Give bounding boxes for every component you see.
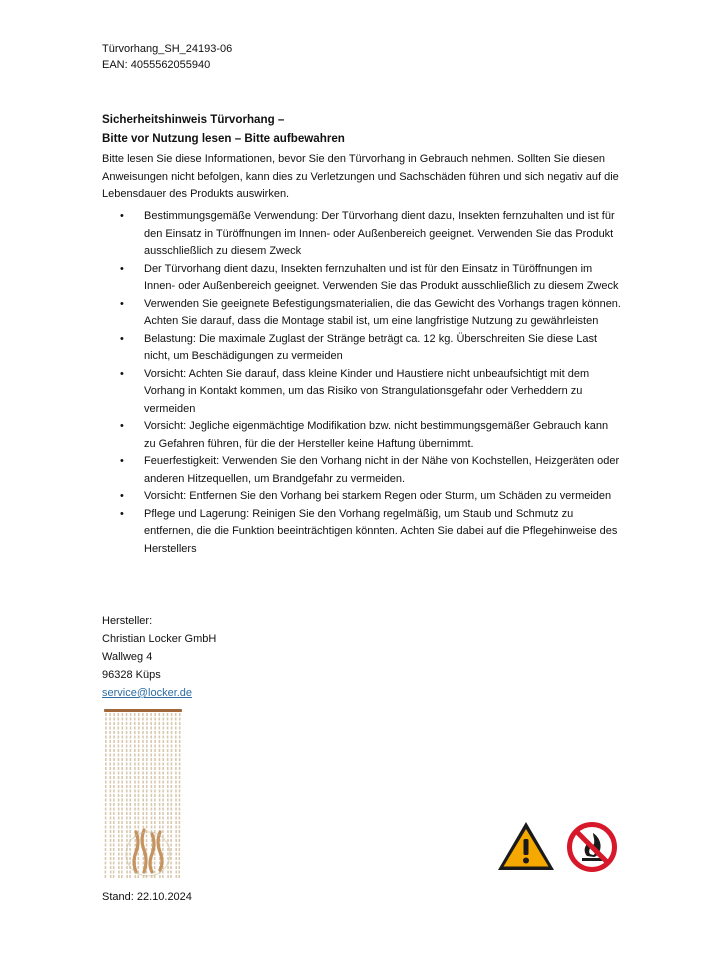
list-item-text: Der Türvorhang dient dazu, Insekten fernzuhalten und ist für den Einsatz in Türöffnungen im Innen- oder Außenbereich geeignet. Verwenden Sie das Produkt ausschließlich zu diesem Zweck (144, 262, 619, 292)
title-line-2: Bitte vor Nutzung lesen – Bitte aufbewahren (102, 132, 345, 145)
list-item (102, 453, 622, 488)
date-stamp: Stand: 22.10.2024 (102, 891, 192, 903)
bullet-icon: • (120, 332, 124, 345)
list-item (102, 488, 622, 506)
list-item-text: Pflege und Lagerung: Reinigen Sie den Vorhang regelmäßig, um Staub und Schmutz zu entfernen, die die Funktion beeinträchtigen könnten. Achten Sie dabei auf die Pflegehinweise des Herstellers (144, 507, 618, 555)
no-open-flame-icon (565, 820, 619, 874)
article-number: Türvorhang_SH_24193-06 (102, 43, 233, 55)
manufacturer-block (102, 612, 216, 702)
list-item-text: Bestimmungsgemäße Verwendung: Der Türvorhang dient dazu, Insekten fernzuhalten und ist für den Einsatz in Türöffnungen im Innen- oder Außenbereich geeignet. Verwenden Sie das Produkt ausschließlich zu diesem Zweck (144, 210, 615, 257)
list-item-text: Verwenden Sie geeignete Befestigungsmaterialien, die das Gewicht des Vorhangs tragen können. Achten Sie darauf, dass die Montage stabil ist, um eine langfristige Nutzung zu gewährleisten (144, 297, 621, 327)
bullet-icon: • (120, 367, 124, 380)
list-item (102, 418, 622, 453)
list-item-text: Vorsicht: Achten Sie darauf, dass kleine Kinder und Haustiere nicht unbeaufsichtigt mit dem Vorhang in Kontakt kommen, um das Risiko von Strangulationsgefahr oder Verheddern zu vermeiden (144, 367, 590, 415)
document-title (102, 110, 345, 148)
curtain-product-image (102, 708, 184, 880)
list-item (102, 506, 622, 559)
bullet-icon: • (120, 490, 124, 502)
list-item (102, 261, 622, 296)
list-item (102, 331, 622, 366)
bullet-icon: • (120, 507, 124, 520)
intro-paragraph: Bitte lesen Sie diese Informationen, bevor Sie den Türvorhang in Gebrauch nehmen. Sollten Sie diesen Anweisungen nicht befolgen, kann dies zu Verletzungen und Sachschäden führen und sich negativ auf die Lebensdauer des Produkts auswirken. (102, 153, 619, 200)
list-item (102, 296, 622, 331)
list-item-text: Feuerfestigkeit: Verwenden Sie den Vorhang nicht in der Nähe von Kochstellen, Heizgeräten oder anderen Hitzequellen, um Brandgefahr zu vermeiden. (144, 455, 620, 485)
bullet-icon: • (120, 455, 124, 467)
email-link[interactable]: service@locker.de (102, 687, 193, 699)
bullet-icon: • (120, 420, 124, 432)
manufacturer-city: 96328 Küps (102, 669, 161, 681)
bullet-icon: • (120, 297, 124, 310)
warning-triangle-icon (496, 820, 556, 872)
title-line-1: Sicherheitshinweis Türvorhang – (102, 113, 285, 126)
bullet-icon: • (120, 210, 124, 222)
document-header (102, 41, 232, 73)
list-item (102, 208, 622, 261)
manufacturer-name: Christian Locker GmbH (102, 633, 217, 645)
manufacturer-street: Wallweg 4 (102, 651, 153, 663)
safety-list (102, 208, 622, 558)
list-item-text: Vorsicht: Entfernen Sie den Vorhang bei starkem Regen oder Sturm, um Schäden zu vermeiden (144, 490, 612, 502)
list-item-text: Belastung: Die maximale Zuglast der Stränge beträgt ca. 12 kg. Überschreiten Sie diese Last nicht, um Beschädigungen zu vermeiden (144, 332, 598, 362)
list-item-text: Vorsicht: Jegliche eigenmächtige Modifikation bzw. nicht bestimmungsgemäßer Gebrauch kann zu Gefahren führen, für die der Hersteller keine Haftung übernimmt. (144, 420, 609, 450)
ean-number: EAN: 4055562055940 (102, 59, 211, 71)
list-item (102, 366, 622, 419)
bullet-icon: • (120, 262, 124, 275)
manufacturer-label: Hersteller: (102, 615, 153, 627)
